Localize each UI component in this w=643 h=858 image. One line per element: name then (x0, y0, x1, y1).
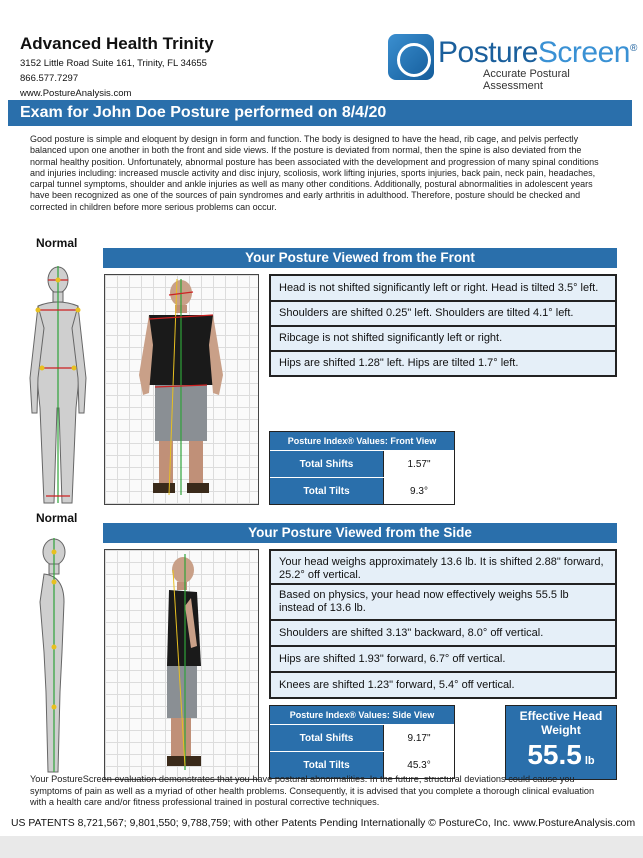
front-shifts-value: 1.57" (383, 451, 454, 477)
intro-text: Good posture is simple and eloquent by design in form and function. The body is designed to have the head, rib cage, and pelvis perfectly balanced upon one another in both the front and side views. If the posture is deviated from normal, then the spine is also deviated from the normal healthy position. Unfortunately, abnormal posture has been associated with the development and progression of many spinal conditions and injuries including: increased muscle activity and disc injury, scoliosis, work lifting injuries, sports injuries, back pain, neck pain, headaches, carpal tunnel symptoms, shoulder and ankle injuries as well as many other conditions. Additionally, postural abnormalities in adolescent years have been recognized as one of the sources of pain syndromes and early arthritis in adulthood. Therefore, posture should be checked and corrected in children before more serious problems can occur. (30, 134, 599, 212)
side-section-title: Your Posture Viewed from the Side (103, 523, 617, 543)
logo-tagline: Accurate Postural Assessment (483, 68, 570, 92)
effective-head-weight-value: 55.5 (527, 739, 582, 770)
effective-head-weight-label: Effective Head Weight (519, 709, 603, 737)
side-finding-knees: Knees are shifted 1.23" forward, 5.4° off vertical. (269, 671, 617, 699)
side-finding-head: Your head weighs approximately 13.6 lb. It is shifted 2.88" forward, 25.2° off vertical. (269, 549, 617, 589)
front-section-title: Your Posture Viewed from the Front (103, 248, 617, 268)
front-finding-ribcage: Ribcage is not shifted significantly left or right. (269, 325, 617, 352)
summary-text: Your PostureScreen evaluation demonstrates that you have postural abnormalities. In the future, structural deviations could cause you symptoms of pain as well as a myriad of other health problems. Consequently, it is advised that you complete a thorough clinical evaluation with a health care and/or fitness professional trained in postural corrective techniques. (30, 774, 595, 807)
side-finding-shoulders: Shoulders are shifted 3.13" backward, 8.0° off vertical. (269, 619, 617, 647)
front-shifts-label: Total Shifts (270, 451, 383, 477)
spine-logo-icon (388, 34, 434, 80)
clinic-phone: 866.577.7297 (20, 73, 79, 84)
front-index-row-shifts (270, 450, 454, 477)
front-normal-label: Normal (36, 236, 78, 250)
front-index-row-tilts (270, 477, 454, 504)
front-finding-hips: Hips are shifted 1.28" left. Hips are tilted 1.7° left. (269, 350, 617, 377)
front-posture-index-table (269, 431, 455, 505)
side-normal-figure (30, 532, 86, 782)
posturescreen-logo (388, 34, 637, 92)
effective-head-weight-unit: lb (584, 755, 595, 767)
clinic-info (20, 34, 214, 99)
clinic-name: Advanced Health Trinity (20, 34, 214, 53)
patents-footer: US PATENTS 8,721,567; 9,801,550; 9,788,759; with other Patents Pending Internationally © PostureCo, Inc. www.PostureAnalysis.com (11, 818, 636, 829)
side-person-silhouette (105, 550, 258, 779)
side-index-title: Posture Index® Values: Side View (270, 706, 454, 724)
front-person-silhouette (105, 275, 258, 504)
front-finding-shoulders: Shoulders are shifted 0.25" left. Shoulders are tilted 4.1° left. (269, 300, 617, 327)
side-normal-label: Normal (36, 511, 78, 525)
clinic-website: www.PostureAnalysis.com (20, 88, 132, 99)
report-sheet (0, 14, 643, 850)
front-posture-photo (104, 274, 259, 505)
front-finding-head: Head is not shifted significantly left or right. Head is tilted 3.5° left. (269, 274, 617, 302)
front-normal-figure (22, 258, 94, 508)
front-tilts-label: Total Tilts (270, 478, 383, 504)
side-tilts-label: Total Tilts (270, 752, 383, 778)
side-finding-head-weight: Based on physics, your head now effectively weighs 55.5 lb instead of 13.6 lb. (269, 583, 617, 621)
front-index-title: Posture Index® Values: Front View (270, 432, 454, 450)
side-posture-index-table (269, 705, 455, 779)
side-index-row-shifts (270, 724, 454, 751)
side-finding-hips: Hips are shifted 1.93" forward, 6.7° off vertical. (269, 645, 617, 673)
side-posture-photo (104, 549, 259, 780)
effective-head-weight-value-row (506, 739, 616, 771)
side-shifts-value: 9.17" (383, 725, 454, 751)
logo-wordmark: PostureScreen® (438, 36, 637, 69)
side-tilts-value: 45.3° (383, 752, 454, 778)
effective-head-weight-box (505, 705, 617, 780)
exam-title: Exam for John Doe Posture performed on 8/4/20 (8, 100, 632, 126)
clinic-address: 3152 Little Road Suite 161, Trinity, FL 34655 (20, 58, 207, 69)
side-shifts-label: Total Shifts (270, 725, 383, 751)
front-tilts-value: 9.3° (383, 478, 454, 504)
